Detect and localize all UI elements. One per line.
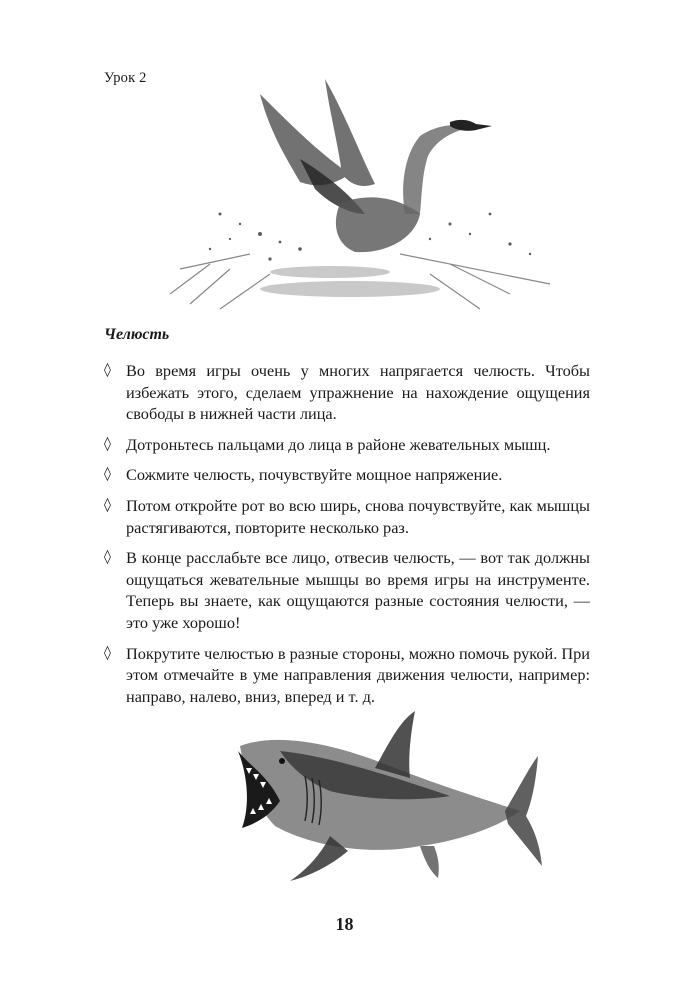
swan-illustration <box>150 64 570 314</box>
bullet-text: Дотроньтесь пальцами до лица в районе жевательных мышц. <box>126 434 551 454</box>
section-title: Челюсть <box>104 326 170 343</box>
shark-illustration <box>220 706 560 912</box>
bullet-text: Сожмите челюсть, почувствуйте мощное напряжение. <box>126 465 503 485</box>
bullet-text: В конце расслабьте все лицо, отвесив челюсть, — вот так должны ощущаться жевательные мышцы во время игры на инструменте. Теперь вы знаете, как ощущаются разные состояния челюсти, — это уже хорошо! <box>126 548 590 632</box>
list-item <box>104 495 590 538</box>
running-head: Урок 2 <box>104 70 147 86</box>
page-number: 18 <box>335 914 354 934</box>
diamond-marker-icon: ◊ <box>104 549 111 566</box>
list-item <box>104 643 590 708</box>
diamond-marker-icon: ◊ <box>104 466 111 483</box>
bullet-text: Во время игры очень у многих напрягается челюсть. Чтобы избежать этого, сделаем упражнение на нахождение ощущения свободы в нижней части лица. <box>126 361 590 424</box>
diamond-marker-icon: ◊ <box>104 496 111 513</box>
diamond-marker-icon: ◊ <box>104 362 111 378</box>
diamond-marker-icon: ◊ <box>104 644 111 661</box>
bullet-text: Покрутите челюстью в разные стороны, можно помочь рукой. При этом отмечайте в уме направления движения челюсти, например: направо, налево, вниз, вперед и т. д. <box>126 643 590 706</box>
bullet-list <box>104 360 590 716</box>
list-item <box>104 360 590 425</box>
bullet-text: Потом откройте рот во всю ширь, снова почувствуйте, как мышцы растягиваются, повторите несколько раз. <box>126 495 590 537</box>
diamond-marker-icon: ◊ <box>104 435 111 452</box>
list-item <box>104 464 590 486</box>
list-item <box>104 547 590 633</box>
list-item <box>104 434 590 456</box>
